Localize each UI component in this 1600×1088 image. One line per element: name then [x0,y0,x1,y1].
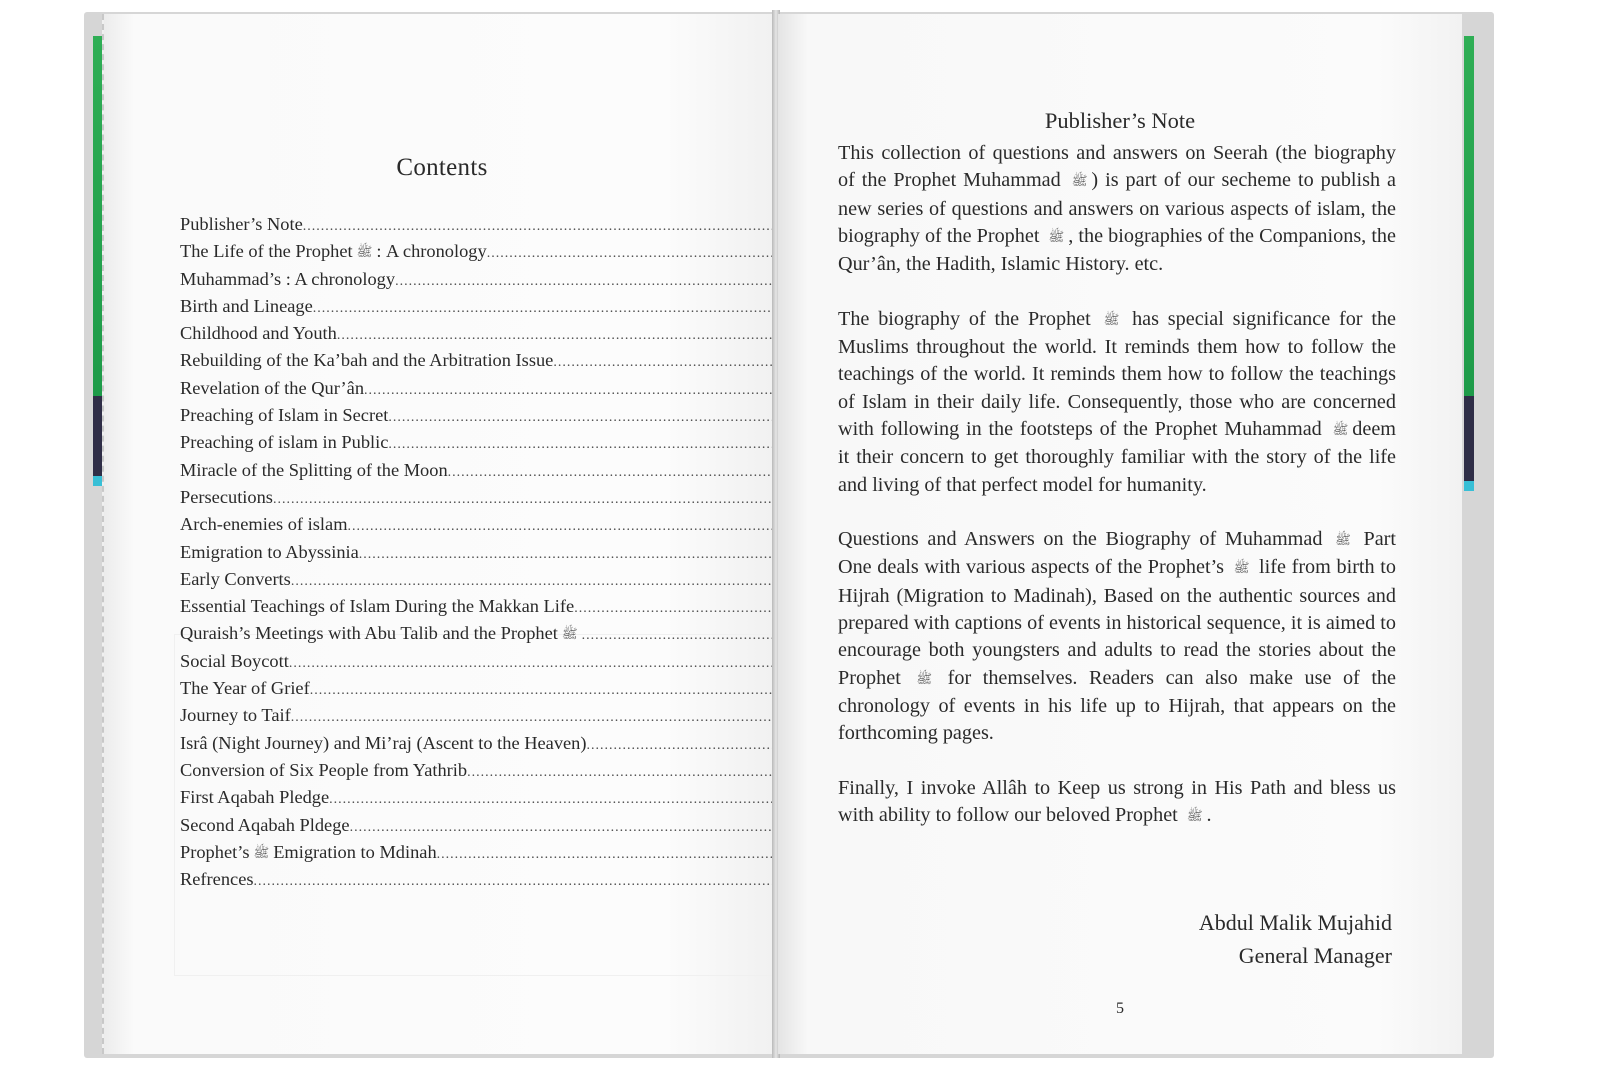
toc-leader-dots [337,322,784,349]
toc-title-text: Birth and Lineage [180,295,313,316]
toc-leader-dots [254,868,776,895]
toc-title-text: Preaching of Islam in Secret [180,405,389,426]
toc-title-text: Refrences [180,869,254,890]
toc-leader-dots [395,268,793,295]
toc-leader-dots [364,377,784,404]
toc-leader-dots [448,459,784,486]
toc-leader-dots [487,240,793,267]
toc-entry-title [180,429,388,456]
toc-entry-title [180,238,487,266]
note-text: has special significance for the Muslims throughout the world. It reminds them how to follow the teachings of the world. It reminds them how to follow the teachings of Islam in their daily life. Consequently, those who are concerned with following in the footsteps of the Prophet Muhammad [838,307,1396,440]
toc-entry [180,402,802,429]
toc-title-text: Publisher’s Note [180,214,303,234]
toc-entry [180,347,802,374]
toc-leader-dots [437,841,775,868]
note-text: life from birth to Hijrah (Migration to Madinah), Based on the authentic sources and prepared with captions of events in historical sequence, it is aimed to encourage both youngsters and adults to read the stories about the Prophet [838,556,1396,689]
publishers-note-page [778,14,1462,1054]
toc-entry-title [180,320,337,347]
toc-entry-title [180,757,467,784]
toc-entry [180,266,802,293]
note-text: deem it their concern to get thoroughly familiar with the story of the life and living of that perfect model for humanity. [838,417,1396,496]
toc-entry [180,511,802,538]
toc-entry-title [180,566,291,593]
toc-entry [180,593,802,620]
pbuh-icon: ﷺ [1103,311,1120,327]
toc-entry-title [180,675,310,702]
toc-title-text: Persecutions [180,486,273,507]
toc-leader-dots [359,541,784,568]
pbuh-icon: ﷺ [916,670,933,686]
toc-title-text: Emigration to Abyssinia [180,541,359,562]
note-text: ) is part of our secheme to publish a new series of questions and answers on various aspects of islam, the biography of the Prophet [838,169,1396,247]
toc-leader-dots [291,704,784,731]
toc-entry [180,702,802,729]
toc-entry-title [180,648,289,675]
toc-entry-title [180,457,448,484]
toc-leader-dots [582,622,784,649]
table-of-contents [180,211,802,893]
toc-entry-title [180,484,273,511]
toc-entry [180,566,802,593]
toc-entry-title [180,730,587,757]
note-text: Part One deals with various aspects of the Prophet’s [838,528,1396,579]
toc-leader-dots [289,650,784,677]
toc-entry [180,539,802,566]
note-text: Questions and Answers on the Biography of Muhammad [838,528,1332,551]
contents-page [102,14,778,1054]
toc-title-text: Quraish’s Meetings with Abu Talib and the Prophet [180,623,558,644]
toc-entry [180,429,802,456]
toc-title-text: Conversion of Six People from Yathrib [180,759,468,780]
toc-entry-title [180,812,350,839]
toc-entry [180,457,802,484]
toc-leader-dots [348,513,784,540]
toc-entry [180,320,802,347]
toc-title-text: Early Converts [180,568,291,589]
open-book [84,6,1494,1060]
toc-leader-dots [388,404,783,431]
toc-title-suffix: : A chronology [376,241,487,262]
toc-leader-dots [310,677,784,704]
pbuh-icon: ﷺ [561,626,578,642]
pbuh-icon: ﷺ [253,844,270,860]
toc-title-text: Journey to Taif [180,705,291,726]
contents-title: Contents [396,154,488,181]
note-paragraph-2 [838,306,1396,499]
toc-leader-dots [388,431,783,458]
toc-entry [180,675,802,702]
toc-entry [180,620,802,647]
toc-leader-dots [273,486,784,513]
toc-leader-dots [291,568,784,595]
note-body [838,140,1396,858]
toc-entry [180,839,802,866]
toc-leader-dots [553,349,783,376]
toc-leader-dots [313,295,785,322]
signer-name: Abdul Malik Mujahid [1198,910,1392,935]
toc-entry-title [180,539,359,566]
pbuh-icon: ﷺ [1332,421,1349,437]
note-title: Publisher’s Note [1044,108,1196,133]
toc-title-suffix: Emigration to Mdinah [273,841,437,862]
note-paragraph-1 [838,140,1396,278]
toc-entry [180,484,802,511]
toc-entry-title [180,266,395,293]
toc-entry [180,730,802,757]
toc-leader-dots [329,786,783,813]
toc-leader-dots [467,759,784,786]
pbuh-icon: ﷺ [1335,532,1351,548]
toc-entry-title [180,839,437,867]
toc-title-text: Revelation of the Qur’ân [180,377,365,398]
signature-block [1199,906,1392,972]
note-text: , the biographies of the Companions, the Qur’ân, the Hadith, Islamic History. etc. [838,224,1396,276]
toc-leader-dots [574,595,783,622]
note-text: This collection of questions and answers on Seerah (the biography of the Prophet Muhammad [838,142,1396,192]
toc-entry [180,293,802,320]
toc-leader-dots [350,814,784,841]
toc-entry-title [180,375,364,402]
toc-title-text: The Year of Grief [180,678,310,699]
toc-entry-title [180,293,313,320]
toc-title-text: Rebuilding of the Ka’bah and the Arbitration Issue [180,350,554,371]
pbuh-icon: ﷺ [356,244,373,260]
note-text: for themselves. Readers can also make use of the chronology of events in his life up to Hijrah, that appears on the forthcoming pages. [838,666,1396,745]
toc-entry-title [180,866,254,893]
toc-entry-title [180,347,553,374]
toc-entry-title [180,511,348,538]
toc-entry-title [180,702,291,729]
page-number: 5 [1116,1000,1124,1017]
pbuh-icon: ﷺ [1071,173,1088,189]
toc-entry [180,648,802,675]
toc-title-text: Miracle of the Splitting of the Moon [180,459,448,480]
toc-title-text: Preaching of islam in Public [180,432,389,453]
note-paragraph-3 [838,526,1396,747]
toc-entry-title [180,620,582,648]
note-text: Finally, I invoke Allâh to Keep us strong in His Path and bless us with ability to follow our beloved Prophet [838,776,1396,827]
toc-entry-title [180,211,303,238]
note-text: The biography of the Prophet [838,307,1100,330]
toc-title-text: Second Aqabah Pldege [180,814,350,835]
pbuh-icon: ﷺ [1186,808,1203,824]
pbuh-icon: ﷺ [1048,228,1065,244]
toc-entry [180,866,802,893]
toc-entry [180,375,802,402]
toc-entry [180,757,802,784]
toc-title-text: Arch-enemies of islam [180,514,348,535]
note-paragraph-4 [838,775,1396,831]
toc-title-text: Social Boycott [180,650,289,671]
toc-title-text: Muhammad’s : A chronology [180,268,396,289]
toc-entry-title [180,593,574,620]
toc-leader-dots [303,213,793,240]
toc-entry [180,784,802,811]
pbuh-icon: ﷺ [1233,560,1250,576]
toc-title-text: The Life of the Prophet [180,241,353,262]
toc-leader-dots [587,732,784,759]
toc-entry [180,238,802,265]
note-text: . [1206,804,1212,827]
cover-edge-right [1464,36,1474,491]
toc-entry-title [180,402,388,429]
toc-title-text: Childhood and Youth [180,323,337,344]
signer-title: General Manager [1238,943,1392,968]
toc-entry [180,812,802,839]
toc-title-text: Essential Teachings of Islam During the Makkan Life [180,596,575,617]
toc-title-text: Isrâ (Night Journey) and Mi’raj (Ascent to the Heaven) [180,732,587,753]
toc-title-text: Prophet’s [180,841,250,862]
toc-entry [180,211,802,238]
toc-entry-title [180,784,329,811]
toc-title-text: First Aqabah Pledge [180,787,330,808]
